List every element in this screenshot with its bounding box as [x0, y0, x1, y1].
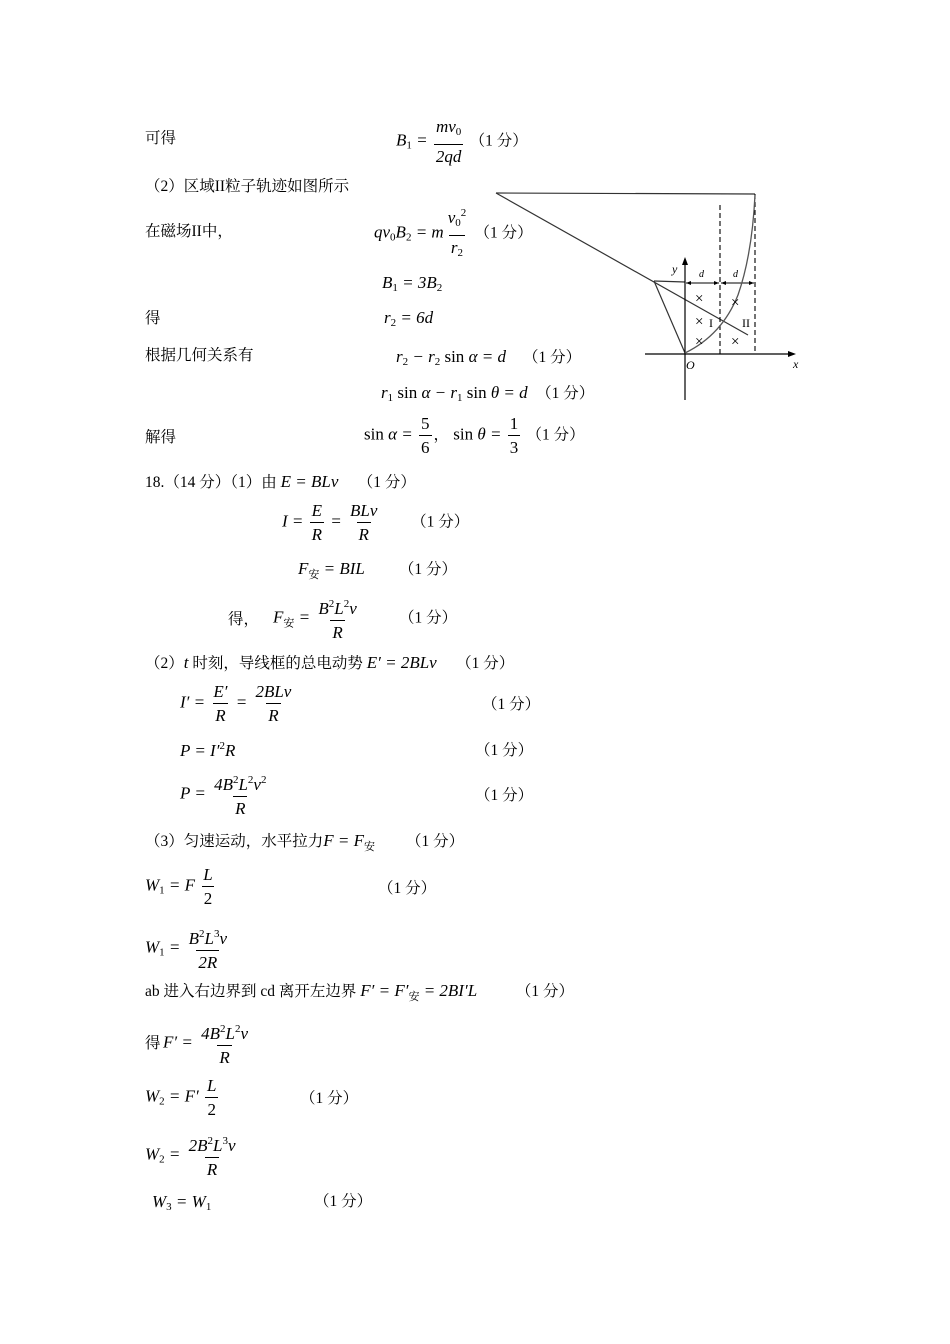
- region1-label: I: [709, 316, 713, 330]
- eq-fprime: F′ = $\frac{4B^2L^2v}{R}$: [163, 1023, 248, 1067]
- part2-heading: （2）t 时刻，导线框的总电动势 E′ = 2BLv （1 分）: [145, 653, 515, 672]
- score: （1 分）: [399, 609, 458, 627]
- heading-part2: （2）区域II粒子轨迹如图所示: [145, 178, 350, 195]
- radius-line-long: [496, 193, 748, 335]
- eq-force: $qv_0B_2 = m$ $\frac{v_0^2}{r_2}$ （1 分）: [374, 204, 533, 263]
- p3-boundary-line: ab 进入右边界到 cd 离开左边界 $F' = F'_安 = 2BI'L$ （1 分）: [145, 981, 575, 1003]
- eq-w2: $W_2 = F'$ $\frac{L}{2}$: [145, 1076, 217, 1119]
- eq-current: I = $\frac{E}{R}$ = $\frac{\text{BLv}}{R}$ （1 分）: [282, 501, 470, 544]
- score: （1 分）: [526, 426, 585, 444]
- score: （1 分）: [456, 655, 515, 672]
- q18-heading: 18.（14 分）（1）由 E = BLv （1 分）: [145, 472, 416, 491]
- label-field2: 在磁场II中，: [145, 223, 233, 240]
- score: （1 分）: [398, 561, 458, 578]
- eq-geo2: $r_1$ $\sin \alpha - r_1$ sin θ = d （1 分）: [381, 383, 595, 404]
- score: （1 分）: [357, 474, 416, 491]
- eq-ampere-force: $F_安$ = BIL （1 分）: [298, 559, 458, 581]
- eq-power-result: P = $\frac{4B^2L^2v^2}{R}$: [180, 774, 267, 818]
- eq-b-relation: $B_1 = 3B_2$: [382, 273, 443, 294]
- label-de2: 得，: [228, 611, 260, 628]
- cross-mark: ×: [731, 295, 740, 311]
- label-de: 得: [145, 310, 161, 327]
- score: （1 分）: [469, 132, 528, 150]
- cross-mark: ×: [695, 334, 704, 350]
- eq-power: $P = I'^2R$: [180, 740, 236, 760]
- cross-mark: ×: [695, 314, 704, 330]
- origin-label: O: [686, 358, 695, 372]
- d2-label: d: [733, 269, 738, 280]
- eq-w2-result: $W_2$ = $\frac{2B^2L^3v}{R}$: [145, 1135, 236, 1179]
- radius-line-short: [654, 281, 685, 353]
- eq-w1: $W_1 = F$ $\frac{L}{2}$: [145, 865, 213, 908]
- label-de3: 得: [145, 1035, 161, 1052]
- eq-r2: $r_2 = 6d$: [384, 308, 434, 329]
- score: （1 分）: [536, 385, 595, 402]
- label-jiede: 解得: [145, 429, 177, 446]
- d1-label: d: [699, 269, 704, 280]
- score: （1 分）: [314, 1193, 373, 1210]
- score: （1 分）: [406, 833, 465, 850]
- eq-geo1: $r_2 - r_2$ sin α = d （1 分）: [396, 347, 582, 368]
- score: （1 分）: [378, 880, 437, 897]
- eq-b1: $B_1$ = $\frac{mv_0}{2qd}$ （1 分）: [396, 117, 528, 166]
- y-axis-arrow: [682, 257, 688, 265]
- score: （1 分）: [474, 224, 533, 242]
- score: （1 分）: [482, 696, 541, 713]
- score: （1 分）: [475, 787, 534, 804]
- eq-ampere-result: $F_安$ = $\frac{B^2L^2v}{R}$ （1 分）: [273, 598, 458, 642]
- y-axis-label: y: [672, 262, 678, 276]
- eq-w1-result: $W_1$ = $\frac{B^2L^3v}{2R}$: [145, 928, 228, 972]
- score: （1 分）: [475, 742, 534, 759]
- cross-mark: ×: [731, 334, 740, 350]
- score: （1 分）: [300, 1090, 359, 1107]
- x-axis-label: x: [793, 357, 799, 371]
- eq-current2: I′ = $\frac{E'}{R}$ = $\frac{\text{2BLv}}{R}$: [180, 682, 292, 725]
- top-line: [496, 193, 755, 194]
- center-segment: [654, 281, 685, 282]
- trajectory-figure: [490, 185, 810, 405]
- part3-heading: （3）匀速运动，水平拉力$F = F_安$ （1 分）: [145, 831, 465, 853]
- score: （1 分）: [411, 513, 470, 531]
- region2-label: II: [742, 316, 750, 330]
- eq-w3: $W_3 = W_1$: [152, 1192, 212, 1213]
- score: （1 分）: [522, 349, 582, 366]
- score: （1 分）: [515, 983, 575, 1000]
- eq-solution: sin α = $\frac{5}{6}$ ， sin θ = $\frac{1}{3}$ （1 分）: [364, 414, 585, 457]
- cross-mark: ×: [695, 291, 704, 307]
- label-kede: 可得: [145, 130, 177, 147]
- label-geometry: 根据几何关系有: [145, 347, 254, 364]
